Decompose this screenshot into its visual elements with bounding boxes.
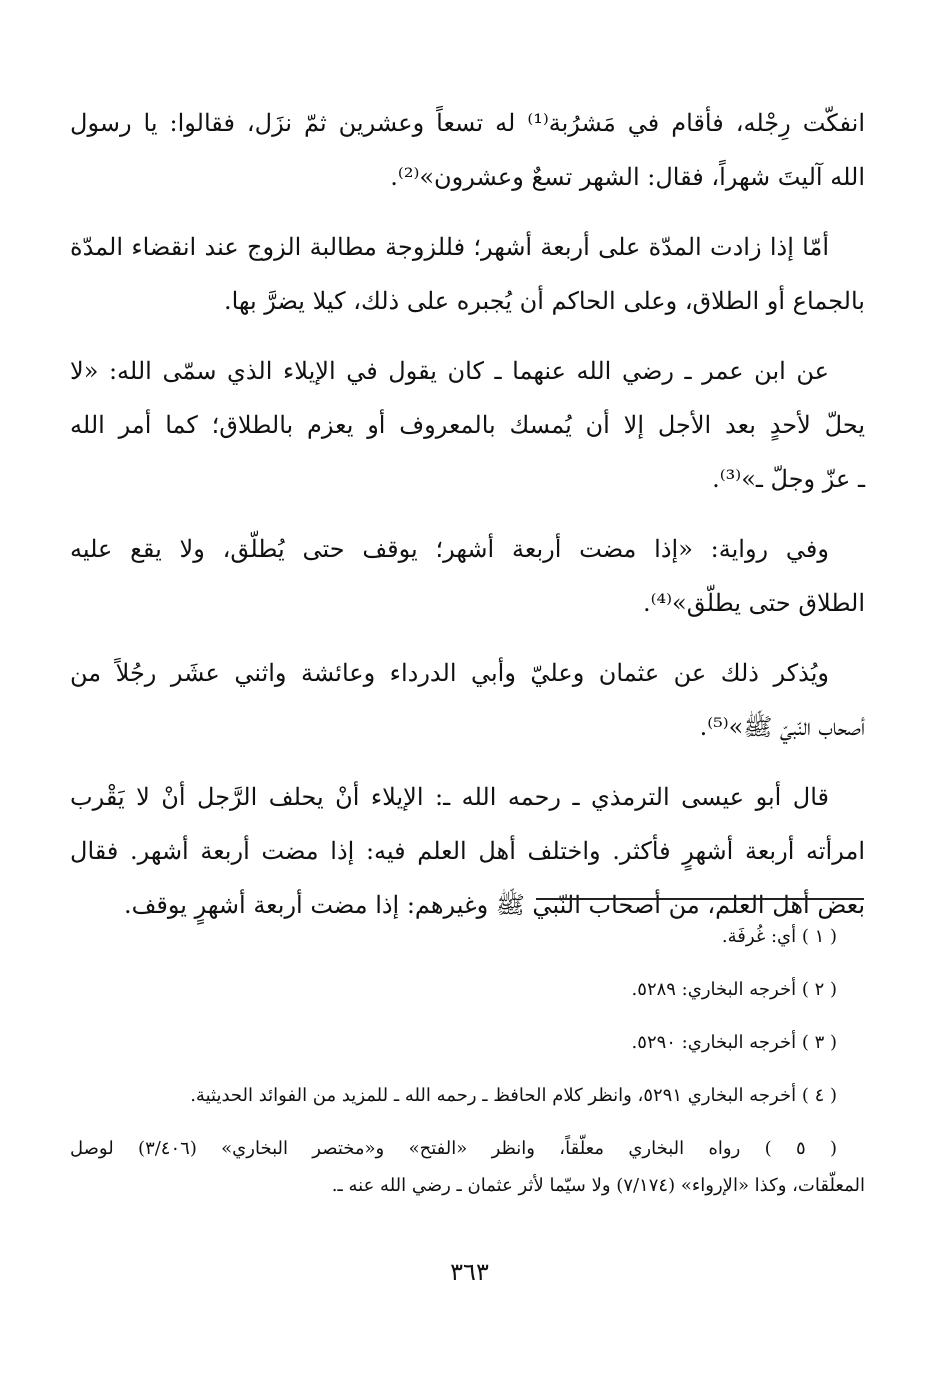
footnote-line: ( ٣ ) أخرجه البخاري: ٥٢٩٠. xyxy=(631,1032,837,1053)
text-line: ـ عزّ وجلّ ـ»⁽³⁾. xyxy=(712,465,865,493)
page-number: ٣٦٣ xyxy=(450,1258,489,1286)
text-line: ويُذكر ذلك عن عثمان وعليّ وأبي الدرداء وعائشة واثني عشَر رجُلاً من xyxy=(70,659,829,687)
footnote-1 xyxy=(70,918,865,955)
text-line: بالجماع أو الطلاق، وعلى الحاكم أن يُجبره على ذلك، كيلا يضرَّ بها. xyxy=(223,287,865,315)
paragraph-6 xyxy=(70,770,865,932)
text-line: قال أبو عيسى الترمذي ـ رحمه الله ـ: الإيلاء أنْ يحلف الرَّجل أنْ لا يَقْرب xyxy=(70,783,829,811)
text-line: بعض أهل العلم، من أصحاب النّبي ﷺ وغيرهم: إذا مضت أربعة أشهرٍ يوقف. xyxy=(123,891,865,919)
text-line: أمّا إذا زادت المدّة على أربعة أشهر؛ فللزوجة مطالبة الزوج عند انقضاء المدّة xyxy=(70,233,829,261)
text-line: امرأته أربعة أشهرٍ فأكثر. واختلف أهل العلم فيه: إذا مضت أربعة أشهر. فقال xyxy=(70,837,865,865)
paragraph-3 xyxy=(70,344,865,506)
footnote-line: ( ٢ ) أخرجه البخاري: ٥٢٨٩. xyxy=(631,979,837,1000)
footnote-3 xyxy=(70,1024,865,1061)
footnote-line: ( ١ ) أي: غُرفَة. xyxy=(721,926,837,947)
footnote-line: المعلّقات، وكذا «الإرواء» (٧/١٧٤) ولا سيّما لأثر عثمان ـ رضي الله عنه ـ. xyxy=(331,1175,865,1196)
footnote-2 xyxy=(70,971,865,1008)
footnote-line: ( ٥ ) رواه البخاري معلّقاً، وانظر «الفتح» و«مختصر البخاري» (٣/٤٠٦) لوصل xyxy=(70,1138,837,1159)
main-text xyxy=(70,96,865,948)
text-line: الطلاق حتى يطلّق»⁽⁴⁾. xyxy=(642,589,865,617)
text-line: وفي رواية: «إذا مضت أربعة أشهر؛ يوقف حتى يُطلّق، ولا يقع عليه xyxy=(70,535,829,563)
paragraph-5 xyxy=(70,646,865,754)
text-line: الله آليتَ شهراً، فقال: الشهر تسعٌ وعشرون»⁽²⁾. xyxy=(390,163,865,191)
footnote-5 xyxy=(70,1130,865,1204)
footnote-separator xyxy=(536,898,864,900)
paragraph-4 xyxy=(70,522,865,630)
text-line: أصحاب النّبيّ ﷺ»⁽⁵⁾. xyxy=(699,713,865,741)
footnotes xyxy=(70,918,865,1220)
footnote-line: ( ٤ ) أخرجه البخاري ٥٢٩١، وانظر كلام الحافظ ـ رحمه الله ـ للمزيد من الفوائد الحديثية. xyxy=(190,1085,837,1106)
text-line: يحلّ لأحدٍ بعد الأجل إلا أن يُمسك بالمعروف أو يعزم بالطلاق؛ كما أمر الله xyxy=(70,411,865,439)
paragraph-2 xyxy=(70,220,865,328)
text-line: انفكّت رِجْله، فأقام في مَشرُبة⁽¹⁾ له تسعاً وعشرين ثمّ نزَل، فقالوا: يا رسول xyxy=(70,109,865,137)
footnote-4 xyxy=(70,1077,865,1114)
paragraph-1 xyxy=(70,96,865,204)
text-line: عن ابن عمر ـ رضي الله عنهما ـ كان يقول في الإيلاء الذي سمّى الله: «لا xyxy=(70,357,829,385)
